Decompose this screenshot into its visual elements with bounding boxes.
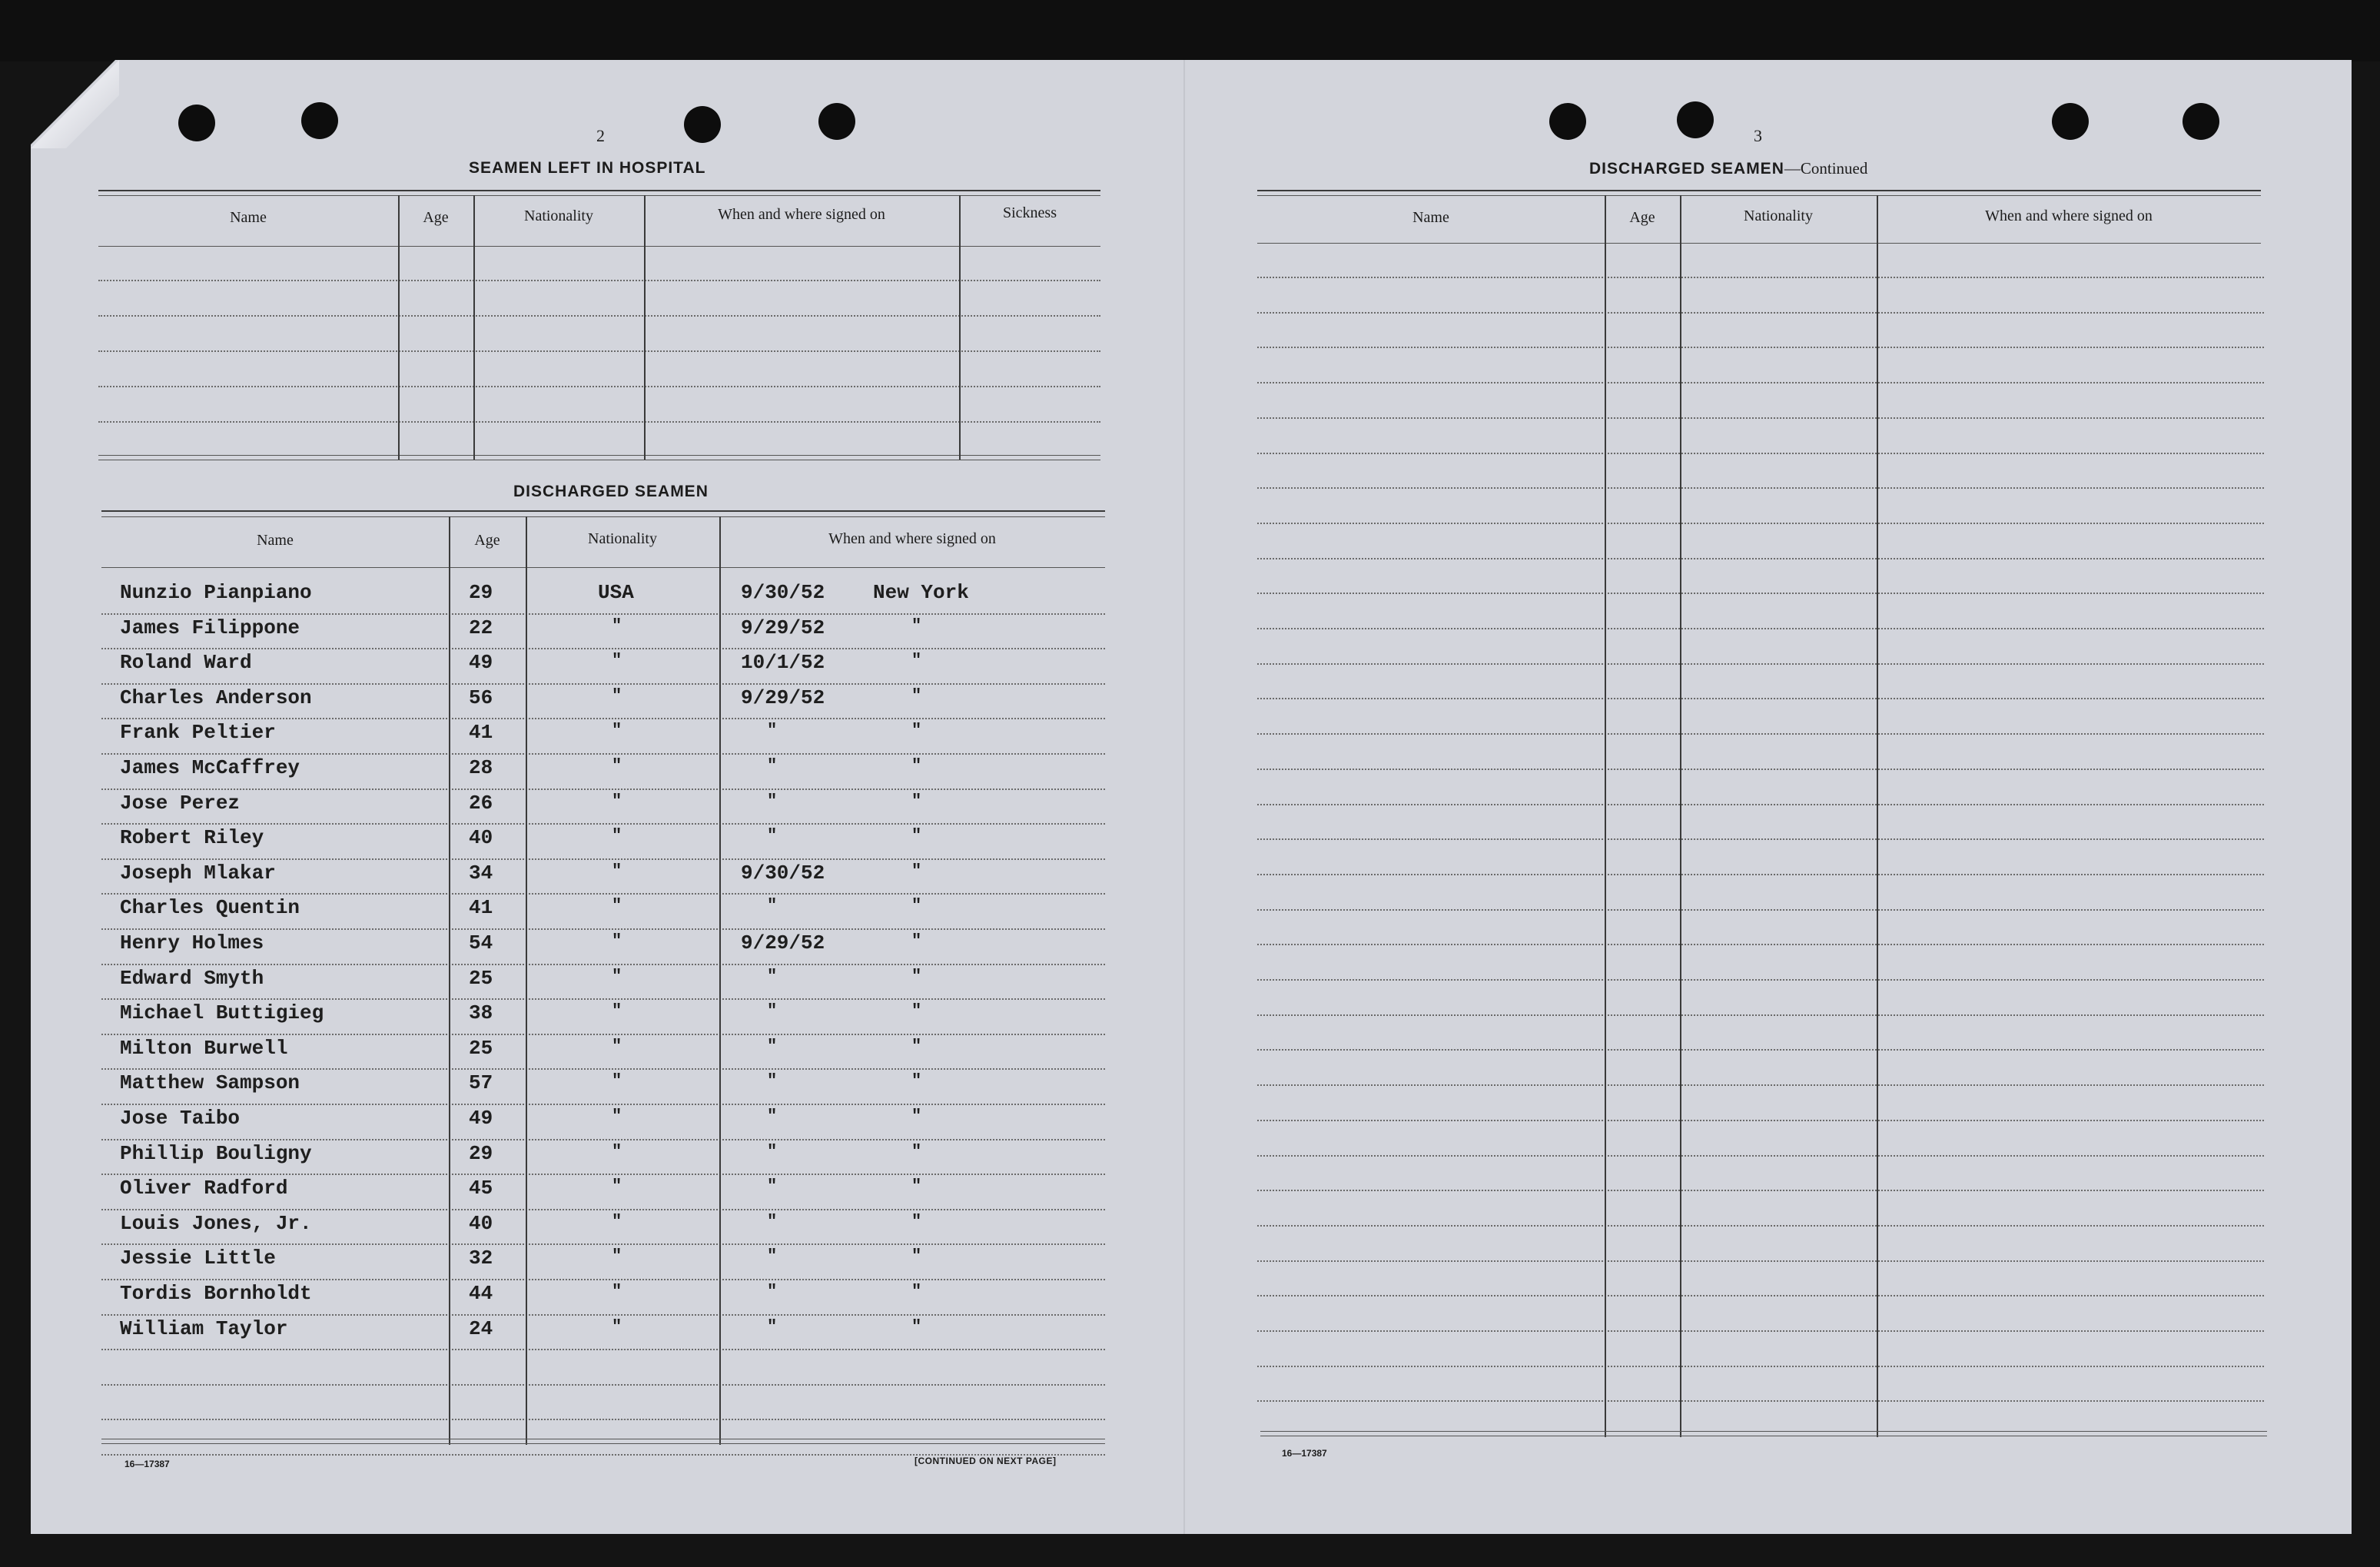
- signed-on-date: ": [767, 1001, 778, 1021]
- dotted-row-line: [101, 928, 1105, 930]
- seaman-nationality: ": [612, 686, 622, 705]
- signed-on-place: ": [911, 1107, 922, 1126]
- seaman-name: Jessie Little: [120, 1247, 276, 1270]
- dotted-row-line: [101, 893, 1105, 895]
- rule: [98, 455, 1100, 456]
- signed-on-place: ": [911, 1212, 922, 1231]
- seaman-age: 34: [469, 862, 493, 885]
- dotted-row-line: [1257, 804, 2264, 805]
- seaman-name: Roland Ward: [120, 651, 252, 674]
- signed-on-date: ": [767, 1317, 778, 1336]
- seaman-age: 40: [469, 1212, 493, 1235]
- dotted-row-line: [101, 1419, 1105, 1420]
- hospital-col-sickness: Sickness: [1003, 204, 1057, 221]
- rule: [101, 1443, 1105, 1444]
- signed-on-date: 9/30/52: [741, 581, 825, 604]
- seaman-age: 25: [469, 1037, 493, 1060]
- dotted-row-line: [101, 823, 1105, 825]
- seaman-nationality: ": [612, 721, 622, 740]
- rule: [101, 510, 1105, 512]
- rule: [101, 567, 1105, 568]
- seaman-nationality: ": [612, 651, 622, 670]
- dotted-row-line: [1257, 1260, 2264, 1262]
- dotted-row-line: [1257, 1225, 2264, 1227]
- dotted-row-line: [98, 386, 1100, 387]
- seaman-age: 41: [469, 896, 493, 919]
- signed-on-date: ": [767, 756, 778, 775]
- signed-on-date: ": [767, 792, 778, 811]
- signed-on-place: ": [911, 651, 922, 670]
- signed-on-place: ": [911, 1037, 922, 1056]
- hospital-col-age: Age: [423, 209, 449, 226]
- seaman-nationality: ": [612, 967, 622, 986]
- dotted-row-line: [101, 753, 1105, 755]
- signed-on-date: ": [767, 896, 778, 915]
- seaman-name: Robert Riley: [120, 826, 264, 849]
- dotted-row-line: [1257, 1084, 2264, 1086]
- dotted-row-line: [101, 1349, 1105, 1350]
- column-divider: [719, 516, 721, 1445]
- scanner-background: [0, 0, 2380, 61]
- hospital-section-title: SEAMEN LEFT IN HOSPITAL: [469, 159, 706, 177]
- seaman-nationality: USA: [598, 581, 634, 604]
- dotted-row-line: [1257, 944, 2264, 945]
- seaman-nationality: ": [612, 1071, 622, 1091]
- right-col-name: Name: [1412, 209, 1449, 226]
- dotted-row-line: [1257, 1190, 2264, 1191]
- dotted-row-line: [1257, 1014, 2264, 1016]
- dotted-row-line: [1257, 1120, 2264, 1121]
- page-fold: [1183, 60, 1185, 1534]
- punch-hole: [1677, 101, 1714, 138]
- dotted-row-line: [1257, 593, 2264, 594]
- dotted-row-line: [1257, 874, 2264, 875]
- seaman-name: Frank Peltier: [120, 721, 276, 744]
- punch-hole: [2052, 103, 2089, 140]
- discharged-col-name: Name: [257, 532, 294, 549]
- page-number: 2: [596, 126, 605, 145]
- seaman-nationality: ": [612, 1247, 622, 1266]
- signed-on-date: ": [767, 1142, 778, 1161]
- column-divider: [473, 195, 475, 460]
- continued-note: [CONTINUED ON NEXT PAGE]: [914, 1456, 1057, 1466]
- signed-on-place: ": [911, 792, 922, 811]
- right-col-age: Age: [1629, 209, 1655, 226]
- seaman-nationality: ": [612, 1212, 622, 1231]
- signed-on-date: ": [767, 1282, 778, 1301]
- dotted-row-line: [101, 1384, 1105, 1386]
- seaman-age: 49: [469, 651, 493, 674]
- right-col-signed-on: When and where signed on: [1985, 207, 2153, 224]
- dotted-row-line: [1257, 558, 2264, 559]
- dotted-row-line: [1257, 1155, 2264, 1157]
- dotted-row-line: [101, 1209, 1105, 1210]
- signed-on-place: ": [911, 1247, 922, 1266]
- dotted-row-line: [1257, 1049, 2264, 1051]
- dotted-row-line: [101, 1068, 1105, 1070]
- signed-on-date: ": [767, 721, 778, 740]
- signed-on-place: ": [911, 721, 922, 740]
- dotted-row-line: [98, 421, 1100, 423]
- column-divider: [449, 516, 450, 1445]
- discharged-col-nationality: Nationality: [588, 530, 657, 547]
- dotted-row-line: [101, 613, 1105, 615]
- seaman-name: Joseph Mlakar: [120, 862, 276, 885]
- rule: [1260, 1431, 2267, 1432]
- rule: [1257, 243, 2261, 244]
- seaman-name: Michael Buttigieg: [120, 1001, 324, 1024]
- signed-on-place: ": [911, 756, 922, 775]
- seaman-name: Tordis Bornholdt: [120, 1282, 312, 1305]
- signed-on-place: ": [911, 1282, 922, 1301]
- rule: [1257, 190, 2261, 191]
- seaman-name: Charles Quentin: [120, 896, 300, 919]
- dotted-row-line: [1257, 733, 2264, 735]
- signed-on-place: ": [911, 1142, 922, 1161]
- seaman-age: 56: [469, 686, 493, 709]
- dotted-row-line: [1257, 1295, 2264, 1296]
- signed-on-date: ": [767, 1107, 778, 1126]
- seaman-age: 29: [469, 581, 493, 604]
- seaman-name: Milton Burwell: [120, 1037, 288, 1060]
- seaman-age: 49: [469, 1107, 493, 1130]
- signed-on-place: ": [911, 1071, 922, 1091]
- signed-on-date: ": [767, 826, 778, 845]
- dotted-row-line: [1257, 312, 2264, 314]
- signed-on-place: ": [911, 826, 922, 845]
- seaman-nationality: ": [612, 896, 622, 915]
- seaman-age: 57: [469, 1071, 493, 1094]
- seaman-nationality: ": [612, 1282, 622, 1301]
- dotted-row-line: [1257, 523, 2264, 524]
- seaman-age: 24: [469, 1317, 493, 1340]
- signed-on-date: 9/29/52: [741, 686, 825, 709]
- dotted-row-line: [1257, 347, 2264, 348]
- signed-on-date: 9/29/52: [741, 931, 825, 954]
- seaman-age: 28: [469, 756, 493, 779]
- discharged-col-signed-on: When and where signed on: [828, 530, 996, 547]
- dotted-row-line: [1257, 1400, 2264, 1402]
- column-divider: [398, 195, 400, 460]
- dotted-row-line: [101, 964, 1105, 965]
- form-number: 16—17387: [124, 1459, 170, 1469]
- signed-on-date: ": [767, 1247, 778, 1266]
- seaman-nationality: ": [612, 1317, 622, 1336]
- rule: [98, 195, 1100, 196]
- column-divider: [1877, 195, 1878, 1437]
- dotted-row-line: [101, 718, 1105, 719]
- seaman-nationality: ": [612, 1177, 622, 1196]
- column-divider: [644, 195, 646, 460]
- punch-hole: [684, 106, 721, 143]
- dotted-row-line: [101, 1279, 1105, 1280]
- dotted-row-line: [1257, 979, 2264, 981]
- dotted-row-line: [1257, 698, 2264, 699]
- hospital-col-nationality: Nationality: [524, 207, 593, 224]
- punch-hole: [1549, 103, 1586, 140]
- dotted-row-line: [101, 1314, 1105, 1316]
- rule: [101, 516, 1105, 517]
- dotted-row-line: [1257, 382, 2264, 383]
- dotted-row-line: [101, 648, 1105, 649]
- seaman-name: Nunzio Pianpiano: [120, 581, 312, 604]
- signed-on-date: ": [767, 1037, 778, 1056]
- signed-on-date: 9/29/52: [741, 616, 825, 639]
- seaman-nationality: ": [612, 1001, 622, 1021]
- signed-on-date: ": [767, 967, 778, 986]
- signed-on-place: ": [911, 862, 922, 881]
- dotted-row-line: [1257, 628, 2264, 629]
- hospital-col-name: Name: [230, 209, 267, 226]
- seaman-name: Henry Holmes: [120, 931, 264, 954]
- rule: [98, 190, 1100, 191]
- dotted-row-line: [101, 1174, 1105, 1175]
- dotted-row-line: [1257, 663, 2264, 665]
- seaman-nationality: ": [612, 1037, 622, 1056]
- seaman-age: 54: [469, 931, 493, 954]
- seaman-name: James McCaffrey: [120, 756, 300, 779]
- dotted-row-line: [101, 1034, 1105, 1035]
- seaman-name: Jose Taibo: [120, 1107, 241, 1130]
- signed-on-place: New York: [873, 581, 969, 604]
- signed-on-place: ": [911, 931, 922, 951]
- signed-on-place: ": [911, 1001, 922, 1021]
- dotted-row-line: [1257, 909, 2264, 911]
- seaman-name: Matthew Sampson: [120, 1071, 300, 1094]
- seaman-name: Edward Smyth: [120, 967, 264, 990]
- signed-on-date: ": [767, 1177, 778, 1196]
- seaman-age: 29: [469, 1142, 493, 1165]
- signed-on-place: ": [911, 616, 922, 636]
- dotted-row-line: [98, 315, 1100, 317]
- seaman-nationality: ": [612, 862, 622, 881]
- punch-hole: [818, 103, 855, 140]
- dotted-row-line: [101, 998, 1105, 1000]
- dotted-row-line: [1257, 1366, 2264, 1367]
- dotted-row-line: [101, 1139, 1105, 1140]
- seaman-nationality: ": [612, 931, 622, 951]
- right-col-nationality: Nationality: [1744, 207, 1813, 224]
- seaman-nationality: ": [612, 616, 622, 636]
- column-divider: [1605, 195, 1606, 1437]
- discharged-col-age: Age: [474, 532, 500, 549]
- dotted-row-line: [101, 1104, 1105, 1105]
- dotted-row-line: [101, 1243, 1105, 1245]
- signed-on-date: 9/30/52: [741, 862, 825, 885]
- dotted-row-line: [1257, 417, 2264, 419]
- rule: [98, 246, 1100, 247]
- punch-hole: [301, 102, 338, 139]
- punch-hole: [2182, 103, 2219, 140]
- dotted-row-line: [1257, 838, 2264, 840]
- column-divider: [526, 516, 527, 1445]
- seaman-age: 45: [469, 1177, 493, 1200]
- seaman-name: Oliver Radford: [120, 1177, 288, 1200]
- seaman-age: 25: [469, 967, 493, 990]
- seaman-name: William Taylor: [120, 1317, 288, 1340]
- dotted-row-line: [98, 280, 1100, 281]
- dotted-row-line: [1257, 487, 2264, 489]
- seaman-age: 40: [469, 826, 493, 849]
- seaman-nationality: ": [612, 1142, 622, 1161]
- dotted-row-line: [101, 858, 1105, 860]
- seaman-age: 44: [469, 1282, 493, 1305]
- signed-on-place: ": [911, 1177, 922, 1196]
- dotted-row-line: [101, 683, 1105, 685]
- seaman-nationality: ": [612, 1107, 622, 1126]
- signed-on-place: ": [911, 967, 922, 986]
- column-divider: [959, 195, 961, 460]
- column-divider: [1680, 195, 1681, 1437]
- dotted-row-line: [98, 350, 1100, 352]
- dotted-row-line: [1257, 453, 2264, 454]
- rule: [1257, 195, 2261, 196]
- signed-on-place: ": [911, 896, 922, 915]
- dotted-row-line: [101, 788, 1105, 790]
- discharged-section-title: DISCHARGED SEAMEN: [513, 483, 709, 500]
- punch-hole: [178, 105, 215, 141]
- seaman-age: 41: [469, 721, 493, 744]
- right-page: [1183, 60, 2352, 1534]
- seaman-age: 38: [469, 1001, 493, 1024]
- seaman-nationality: ": [612, 826, 622, 845]
- seaman-nationality: ": [612, 756, 622, 775]
- seaman-name: James Filippone: [120, 616, 300, 639]
- dotted-row-line: [1257, 277, 2264, 278]
- discharged-continued-title: DISCHARGED SEAMEN—Continued: [1589, 159, 1868, 178]
- hospital-col-signed-on: When and where signed on: [718, 206, 885, 223]
- seaman-name: Louis Jones, Jr.: [120, 1212, 312, 1235]
- seaman-nationality: ": [612, 792, 622, 811]
- seaman-age: 22: [469, 616, 493, 639]
- seaman-age: 32: [469, 1247, 493, 1270]
- seaman-name: Jose Perez: [120, 792, 241, 815]
- signed-on-place: ": [911, 1317, 922, 1336]
- signed-on-date: 10/1/52: [741, 651, 825, 674]
- form-number: 16—17387: [1282, 1448, 1327, 1459]
- seaman-name: Charles Anderson: [120, 686, 312, 709]
- dotted-row-line: [1257, 769, 2264, 770]
- signed-on-date: ": [767, 1212, 778, 1231]
- signed-on-place: ": [911, 686, 922, 705]
- seaman-name: Phillip Bouligny: [120, 1142, 312, 1165]
- signed-on-date: ": [767, 1071, 778, 1091]
- dotted-row-line: [1257, 1330, 2264, 1332]
- page-number: 3: [1754, 126, 1762, 145]
- seaman-age: 26: [469, 792, 493, 815]
